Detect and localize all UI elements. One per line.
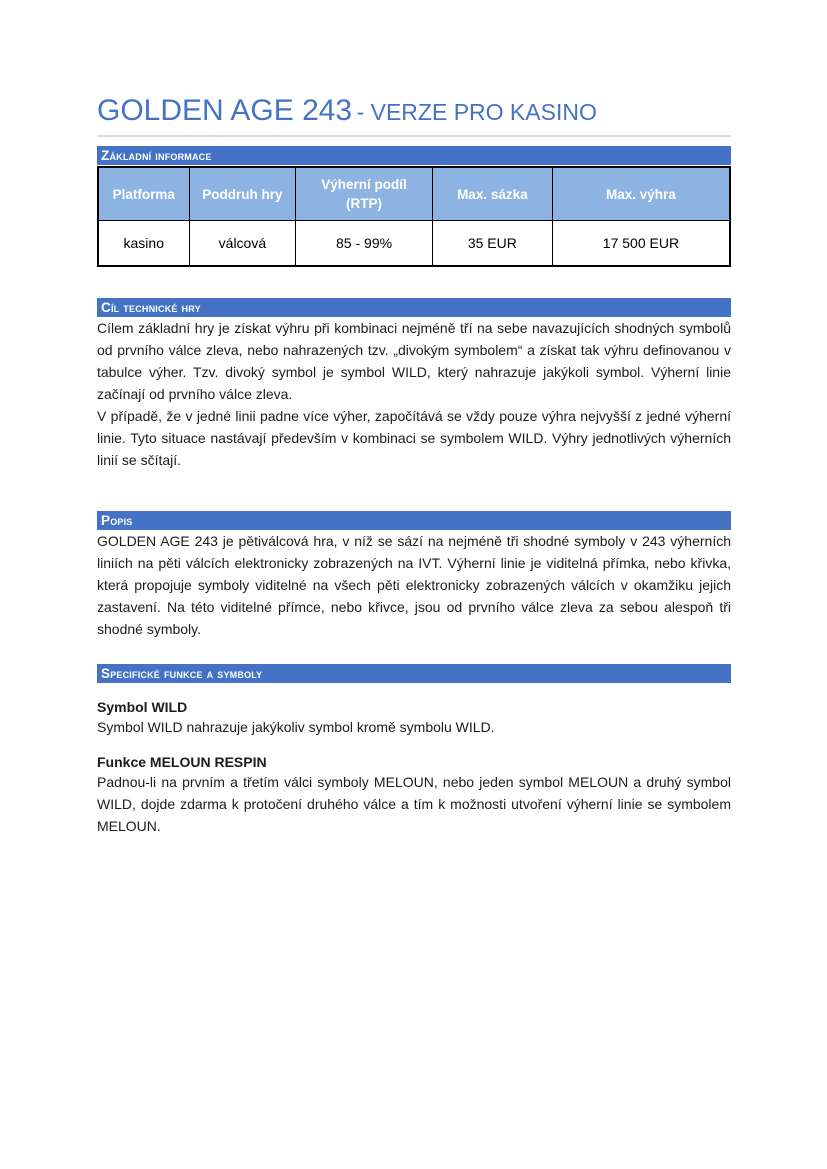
column-header-platforma: Platforma [98, 167, 189, 221]
cell-platforma: kasino [98, 221, 189, 267]
paragraph-popis: GOLDEN AGE 243 je pětiválcová hra, v níž se sází na nejméně tři shodné symboly v 243 výherních liniích na pěti válcích elektronicky zobrazených na IVT. Výherní linie je viditelná přímka, nebo křivka, která propojuje symboly viditelné na všech pěti elektronicky zobrazených válcích v okamžiku jejich zastavení. Na této viditelné přímce, nebo křivce, jsou od prvního válce zleva za sebou alespoň tři shodné symboly. [97, 533, 731, 637]
document-content [97, 0, 731, 837]
cell-max-vyhra: 17 500 EUR [552, 221, 730, 267]
section-header-popis: Popis [97, 511, 731, 530]
section-header-zakladni-informace: Základní informace [97, 146, 731, 165]
column-header-poddruh-hry: Poddruh hry [189, 167, 296, 221]
column-header-max-sazka: Max. sázka [432, 167, 552, 221]
paragraph-cil-1: Cílem základní hry je získat výhru při kombinaci nejméně tří na sebe navazujících shodných symbolů od prvního válce zleva, nebo nahrazených tzv. „divokým symbolem“ a získat tak výhru definovanou v tabulce výher. Tzv. divoký symbol je symbol WILD, který nahrazuje jakýkoli symbol. Výherní linie začínají od prvního válce zleva. [97, 320, 731, 402]
title-main-text: GOLDEN AGE 243 [97, 94, 353, 127]
document-title [97, 0, 731, 137]
cell-vyherni-podil: 85 - 99% [296, 221, 433, 267]
cell-max-sazka: 35 EUR [432, 221, 552, 267]
section-header-specificke-funkce: Specifické funkce a symboly [97, 664, 731, 683]
table-row [98, 221, 730, 267]
column-header-vyherni-podil: Výherní podíl (RTP) [296, 167, 433, 221]
subheading-funkce-meloun-respin: Funkce MELOUN RESPIN [97, 754, 267, 770]
subheading-symbol-wild: Symbol WILD [97, 699, 188, 715]
title-subtitle-text: - VERZE PRO KASINO [356, 99, 597, 125]
section-header-cil-technicke-hry: Cíl technické hry [97, 298, 731, 317]
basic-info-table [97, 166, 731, 267]
cell-poddruh-hry: válcová [189, 221, 296, 267]
paragraph-meloun-respin: Padnou-li na prvním a třetím válci symboly MELOUN, nebo jeden symbol MELOUN a druhý symbol WILD, dojde zdarma k protočení druhého válce a tím k možnosti utvoření výherní linie se symbolem MELOUN. [97, 774, 731, 834]
table-header-row [98, 167, 730, 221]
paragraph-cil-2: V případě, že v jedné linii padne více výher, započítává se vždy pouze výhra nejvyšší z jedné výherní linie. Tyto situace nastávají především v kombinaci se symbolem WILD. Výhry jednotlivých výherních linií se sčítají. [97, 408, 731, 468]
paragraph-symbol-wild: Symbol WILD nahrazuje jakýkoliv symbol kromě symbolu WILD. [97, 719, 495, 735]
column-header-max-vyhra: Max. výhra [552, 167, 730, 221]
